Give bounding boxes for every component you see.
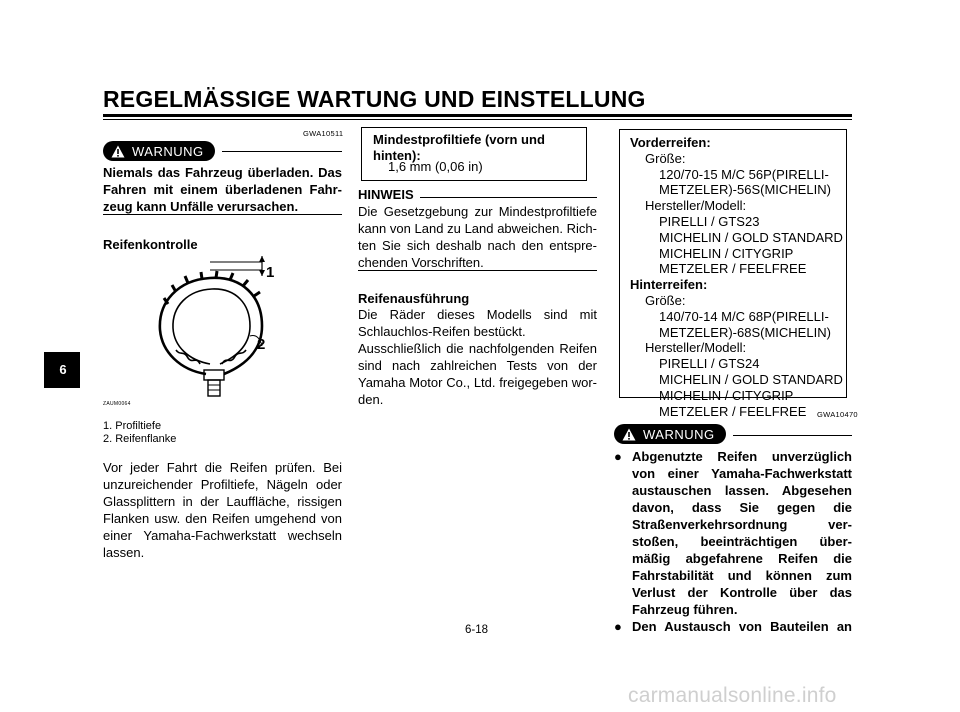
warning-line: Fahren mit einem überladenen Fahr- bbox=[103, 182, 342, 197]
bullet-line: Abgenutzte Reifen unverzüglich bbox=[632, 449, 852, 464]
figure-captions bbox=[103, 420, 176, 445]
bullet-line: davon, dass Sie gegen die bbox=[632, 500, 852, 515]
tire-design-text bbox=[358, 306, 597, 408]
body-line: lassen. bbox=[103, 545, 145, 560]
note-line: kann von Land zu Land abweichen. Rich- bbox=[358, 221, 597, 236]
warning2-code: GWA10470 bbox=[817, 410, 858, 419]
maker-label: Hersteller/Modell: bbox=[645, 340, 747, 356]
warning2-bullet-2 bbox=[614, 618, 852, 635]
title-rule-thin bbox=[103, 119, 852, 120]
design-line: Yamaha Motor Co., Ltd. freigegeben wor- bbox=[358, 375, 597, 390]
rear-model: MICHELIN / GOLD STANDARD bbox=[659, 371, 843, 387]
note-line: ten Sie sich deshalb nach den entspre- bbox=[358, 238, 597, 253]
body-line: Glassplittern in der Lauffläche, rissigen bbox=[103, 494, 342, 509]
front-model: METZELER / FEELFREE bbox=[659, 261, 807, 277]
warning2-text bbox=[614, 448, 852, 635]
warning-triangle-icon bbox=[622, 428, 636, 441]
note-bottom-rule bbox=[358, 270, 597, 271]
size-label: Größe: bbox=[645, 150, 686, 166]
section-heading: Reifenkontrolle bbox=[103, 237, 198, 252]
design-line: sind nach zahlreichen Tests von der bbox=[358, 358, 597, 373]
body-line: unzureichender Profiltiefe, Nägeln oder bbox=[103, 477, 342, 492]
warning-badge bbox=[103, 141, 215, 161]
design-line: Die Räder dieses Modells sind mit bbox=[358, 307, 597, 322]
rear-size-line: 140/70-14 M/C 68P(PIRELLI- bbox=[659, 308, 829, 324]
min-tread-title-line: hinten): bbox=[373, 147, 421, 163]
body-line: Vor jeder Fahrt die Reifen prüfen. Bei bbox=[103, 460, 342, 475]
bullet-line: von einer Yamaha-Fachwerkstatt bbox=[632, 466, 852, 481]
warning2-rule bbox=[733, 435, 852, 436]
rear-model: MICHELIN / CITYGRIP bbox=[659, 387, 794, 403]
size-label: Größe: bbox=[645, 292, 686, 308]
bullet-line: Den Austausch von Bauteilen an bbox=[632, 619, 852, 634]
maker-label: Hersteller/Modell: bbox=[645, 198, 747, 214]
warning-code: GWA10511 bbox=[303, 129, 344, 138]
body-line: Flanken usw. den Reifen umgehend von bbox=[103, 511, 342, 526]
valve-stem bbox=[208, 380, 220, 396]
tire-inner-outline bbox=[173, 289, 250, 364]
rear-tire-label: Hinterreifen: bbox=[630, 277, 708, 293]
warning2-bullet-1 bbox=[614, 448, 852, 618]
figure-code: ZAUM0064 bbox=[103, 401, 131, 407]
front-model: PIRELLI / GTS23 bbox=[659, 213, 760, 229]
min-tread-value: 1,6 mm (0,06 in) bbox=[388, 159, 483, 174]
front-size-line: METZELER)-56S(MICHELIN) bbox=[659, 182, 831, 198]
note-line: chenden Vorschriften. bbox=[358, 255, 484, 270]
min-tread-title-line: Mindestprofiltiefe (vorn und bbox=[373, 132, 545, 147]
front-model: MICHELIN / GOLD STANDARD bbox=[659, 229, 843, 245]
title-rule bbox=[103, 114, 852, 117]
note-text bbox=[358, 203, 597, 271]
warning-line: Niemals das Fahrzeug überladen. Das bbox=[103, 165, 342, 180]
callout-2: 2 bbox=[257, 336, 266, 353]
bullet-line: austauschen lassen. Abgesehen bbox=[632, 483, 852, 498]
front-size-line: 120/70-15 M/C 56P(PIRELLI- bbox=[659, 166, 829, 182]
callout-1: 1 bbox=[266, 264, 275, 281]
note-line: Die Gesetzgebung zur Mindestprofiltiefe bbox=[358, 204, 597, 219]
warning2-badge bbox=[614, 424, 726, 444]
warning2-label: WARNUNG bbox=[643, 426, 715, 442]
body-line: einer Yamaha-Fachwerkstatt wechseln bbox=[103, 528, 342, 543]
warning-end-rule bbox=[103, 214, 342, 215]
bullet-line: Fahrzeug führen. bbox=[632, 602, 738, 617]
tire-check-text bbox=[103, 459, 342, 561]
bullet-line: mäßig abgefahrene Reifen die bbox=[632, 551, 852, 566]
tire-cross-section-figure bbox=[150, 252, 280, 412]
bullet-line: stoßen, beeinträchtigen über- bbox=[632, 534, 852, 549]
note-label: HINWEIS bbox=[358, 187, 414, 202]
chapter-number: 6 bbox=[59, 362, 67, 377]
design-line: Schlauchlos-Reifen bestückt. bbox=[358, 324, 526, 339]
warning-triangle-icon bbox=[111, 145, 125, 158]
bullet-line: Straßenverkehrsordnung ver- bbox=[632, 517, 852, 532]
bullet-line: Verlust der Kontrolle über das bbox=[632, 585, 852, 600]
rear-model: METZELER / FEELFREE bbox=[659, 403, 807, 419]
tire-spec-content bbox=[630, 135, 843, 419]
warning-label: WARNUNG bbox=[132, 143, 204, 159]
design-line: Ausschließlich die nachfolgenden Reifen bbox=[358, 341, 597, 356]
page-title: REGELMÄSSIGE WARTUNG UND EINSTELLUNG bbox=[103, 86, 646, 112]
front-model: MICHELIN / CITYGRIP bbox=[659, 245, 794, 261]
note-top-rule bbox=[420, 197, 597, 198]
bullet-dot-icon: ● bbox=[614, 619, 622, 634]
rear-size-line: METZELER)-68S(MICHELIN) bbox=[659, 324, 831, 340]
warning-rule bbox=[222, 151, 342, 152]
bullet-line: Fahrstabilität und können zum bbox=[632, 568, 852, 583]
design-line: den. bbox=[358, 392, 384, 407]
rear-model: PIRELLI / GTS24 bbox=[659, 356, 760, 372]
caption-1: 1. Profiltiefe bbox=[103, 420, 162, 432]
warning-text bbox=[103, 164, 342, 215]
front-tire-label: Vorderreifen: bbox=[630, 135, 711, 150]
watermark: carmanualsonline.info bbox=[628, 684, 837, 707]
warning-line: zeug kann Unfälle verursachen. bbox=[103, 199, 299, 214]
rim-bead bbox=[204, 370, 224, 380]
caption-2: 2. Reifenflanke bbox=[103, 432, 177, 445]
page-number: 6-18 bbox=[465, 624, 489, 636]
bullet-dot-icon: ● bbox=[614, 449, 622, 464]
tire-design-heading: Reifenausführung bbox=[358, 291, 470, 306]
